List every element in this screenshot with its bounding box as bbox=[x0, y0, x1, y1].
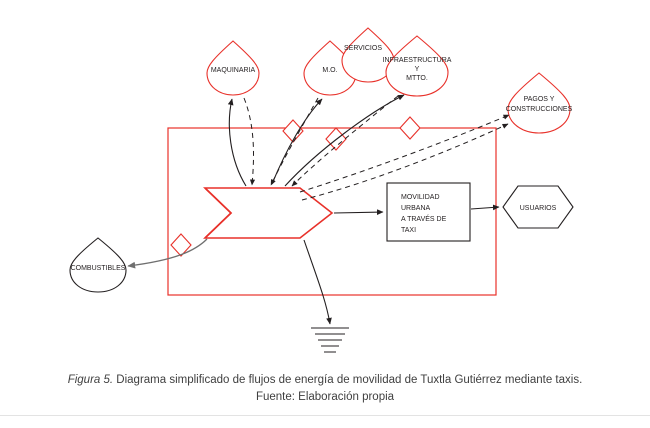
flow-maquinaria-to-proceso bbox=[244, 98, 254, 185]
flow-proceso-to-heat-sink bbox=[304, 240, 330, 324]
flow-proceso-to-mo bbox=[272, 99, 322, 184]
node-maquinaria bbox=[207, 41, 259, 95]
interaction-symbol-3 bbox=[400, 117, 420, 139]
node-label-infraestructura-2: Y bbox=[414, 65, 420, 73]
node-label-movilidad-4: TAXI bbox=[401, 226, 417, 234]
node-label-movilidad-3: A TRAVÉS DE bbox=[401, 215, 447, 223]
page-divider bbox=[0, 415, 650, 416]
node-infraestructura bbox=[383, 36, 452, 96]
figure-label: Figura 5. bbox=[67, 374, 114, 386]
node-label-infraestructura-1: INFRAESTRUCTURA bbox=[382, 56, 452, 64]
node-proceso-taxi bbox=[205, 188, 332, 238]
flow-mo-to-proceso bbox=[271, 98, 318, 185]
node-heat-sink bbox=[311, 328, 349, 352]
node-label-servicios: SERVICIOS bbox=[344, 44, 382, 52]
node-pagos-construcciones bbox=[506, 73, 573, 133]
node-label-combustibles: COMBUSTIBLES bbox=[70, 264, 126, 272]
flow-proceso-to-maquinaria bbox=[229, 99, 246, 186]
figure-source: Fuente: Elaboración propia bbox=[255, 390, 395, 403]
node-usuarios bbox=[503, 186, 573, 228]
flow-proceso-to-movilidad bbox=[334, 212, 383, 213]
node-label-usuarios: USUARIOS bbox=[519, 204, 557, 212]
node-label-movilidad-1: MOVILIDAD bbox=[401, 193, 440, 201]
node-label-pagos-2: CONSTRUCCIONES bbox=[505, 105, 573, 113]
figure-caption bbox=[28, 372, 622, 405]
flow-movilidad-to-usuarios bbox=[471, 207, 499, 209]
node-movilidad-urbana bbox=[387, 183, 470, 241]
node-combustibles bbox=[70, 238, 126, 292]
node-label-maquinaria: MAQUINARIA bbox=[210, 66, 256, 74]
node-label-infraestructura-3: MTTO. bbox=[406, 74, 428, 82]
figure-caption-text: Diagrama simplificado de flujos de energía de movilidad de Tuxtla Gutiérrez mediante taxis. bbox=[113, 374, 583, 386]
node-label-movilidad-2: URBANA bbox=[401, 204, 431, 212]
interaction-symbol-4 bbox=[171, 234, 191, 256]
node-label-pagos-1: PAGOS Y bbox=[523, 95, 555, 103]
node-label-mo: M.O. bbox=[322, 66, 338, 74]
flow-infraestructura-to-proceso bbox=[292, 96, 398, 186]
